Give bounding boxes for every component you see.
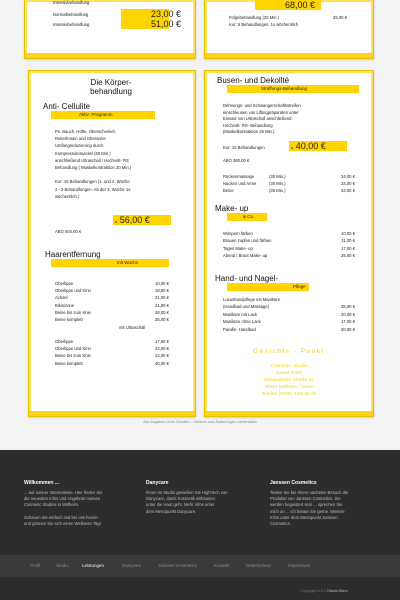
nav-item-kontakt[interactable]: Kontakt bbox=[214, 563, 230, 568]
price-row-time: (30 Min.) bbox=[269, 188, 286, 194]
price-row-label: Maniküre ohne Lack bbox=[223, 319, 261, 325]
stamp-line: Gesichts - Punkt bbox=[253, 348, 325, 355]
card-edge bbox=[29, 411, 195, 416]
description-line: Dehnungs- und Schwangerschaftsstreifen bbox=[223, 103, 301, 108]
section-title-hand: Hand- und Nagel- bbox=[215, 274, 279, 283]
stamp-line: Düsseldorfer Straße 24 bbox=[264, 378, 314, 383]
kur-price-value: 40,00 € bbox=[295, 141, 326, 151]
ultrasound-label: mit Ultraschall bbox=[119, 325, 146, 330]
price-row-value: 25,00 € bbox=[333, 15, 347, 20]
copyright bbox=[300, 589, 348, 595]
price-row-label: Beine bbox=[223, 188, 234, 194]
price-row-label: Oberlippe bbox=[55, 339, 74, 344]
price-card-top-left bbox=[24, 0, 196, 59]
nav-item-leistungen[interactable]: Leistungen bbox=[82, 563, 105, 568]
footer-text-line: mich an ... ich berate Sie gerne. Weitere bbox=[270, 508, 345, 514]
description-line: Kur: 10 Behandlungen (1. und 2. Woche bbox=[55, 179, 130, 185]
section-bar-label: mit Wachs bbox=[117, 260, 138, 265]
price-row-value: 40,00 € bbox=[155, 360, 169, 366]
abo-price: ABO 504,00 € bbox=[55, 229, 82, 234]
price-row-label: Wimpern färben bbox=[223, 231, 253, 236]
footer-text-line: Danycare, damit Kosmetik wirksamer bbox=[146, 496, 216, 502]
card-edge bbox=[205, 53, 373, 58]
disclaimer: Alle Angaben ohne Gewähr – Irrtümer und Änderungen vorbehalten bbox=[143, 420, 257, 424]
price-row-value: 17,00 € bbox=[341, 245, 355, 251]
price-row-label: Beine komplett bbox=[55, 317, 83, 322]
description-line: Umfangreduzierung durch bbox=[55, 143, 104, 149]
card-edge bbox=[25, 53, 195, 58]
footer-text-line: Cosmetic Studios in Mülheim. bbox=[24, 502, 80, 508]
description-line: anschließend Ultraschall / Hochvolt- RS bbox=[55, 157, 129, 163]
price-row-value: 35,00 € bbox=[155, 317, 169, 322]
price-row-value: 10,00 € bbox=[155, 281, 169, 286]
footer-nav bbox=[0, 555, 400, 577]
price-row-value: 11,00 € bbox=[341, 238, 355, 244]
footer-text-line: Infos unter dem Menüpunkt Janssen bbox=[270, 514, 338, 520]
price-row-value: 17,00 € bbox=[341, 319, 355, 325]
description-line: einschleusen von Liftingpräparaten unter bbox=[223, 109, 299, 115]
description-line: Hochvolt- RS- Behandlung bbox=[223, 122, 273, 128]
price-row-label: Beine bis zum Knie bbox=[55, 309, 91, 315]
abo-price: ABO 360,00 € bbox=[223, 158, 250, 163]
price-row-label: Parafin- Handbad bbox=[223, 326, 256, 332]
section-bar-label: & Co. bbox=[243, 214, 255, 219]
kur-label: Kur: 10 Behandlungen bbox=[223, 145, 265, 150]
nav-item-danycare[interactable]: Danycare bbox=[122, 563, 142, 568]
price-row-value: 21,00 € bbox=[155, 302, 169, 308]
price-row-label: Normalbehandlung bbox=[53, 12, 89, 17]
footer-title-danycare: Danycare bbox=[146, 480, 169, 486]
footer-text-line: ... auf meiner Internetseite. Hier finden Sie bbox=[24, 490, 103, 495]
section-bar bbox=[51, 259, 169, 267]
price-row-time: (30 Min.) bbox=[269, 174, 286, 179]
stamp-line: Gisela Rahn bbox=[275, 371, 303, 376]
price-row-label: Tages Make- up bbox=[223, 245, 253, 251]
description-line: (Muskelkontraktion 25 Min.) bbox=[223, 129, 275, 135]
body-treatment-card bbox=[28, 70, 196, 417]
section-bar-label: Straffungs-Behandlung bbox=[261, 86, 307, 91]
stamp-line: 45481 Mülheim / Saarn bbox=[264, 385, 314, 390]
price-row-label: Oberlippe bbox=[55, 281, 74, 286]
footer-text-line: Testen Sie bei Ihrem nächsten Besuch die bbox=[270, 490, 349, 495]
description-line: Kompressionswickel (60 Min.) bbox=[55, 150, 111, 156]
price-row-value: 17,00 € bbox=[155, 339, 169, 344]
price-row-value: 18,00 € bbox=[155, 288, 169, 294]
price-row-label: Intensivbehandlung bbox=[53, 22, 90, 27]
price-row-label: Abend / Braut Make- up bbox=[223, 253, 268, 259]
price-row-label: Oberlippe und Kinn bbox=[55, 288, 91, 294]
nav-item-studio[interactable]: Studio bbox=[56, 563, 69, 568]
card-title: Die Körper- behandlung bbox=[90, 78, 132, 96]
footer-text-line: Ihnen im Studio genießen Sie HighTech von bbox=[146, 490, 228, 495]
price-row-value: 34,00 € bbox=[341, 181, 355, 187]
footer-text-line: die neuesten Infos und Angebote meines bbox=[24, 496, 100, 502]
price-card-top-right bbox=[204, 0, 374, 59]
card-edge bbox=[205, 411, 373, 416]
nav-item-datenschutz[interactable]: Datenschutz bbox=[246, 563, 272, 568]
price-row-label: Luxushandpflege mit Maniküre bbox=[223, 297, 281, 302]
price-row-label: Brauen zupfen und färben bbox=[223, 238, 272, 244]
description-line: 2 - 3 Behandlungen. Ab der 3. Woche 1x bbox=[55, 186, 131, 192]
section-title-makeup: Make- up bbox=[215, 204, 249, 213]
price-row-value: 35,00 € bbox=[341, 304, 355, 310]
section-bar-label: Pflege bbox=[293, 284, 306, 289]
section-title-hair-removal: Haarentfernung bbox=[45, 250, 101, 259]
footer-text-line: Cosmetics. bbox=[270, 521, 291, 526]
section-bar-label: Aktiv- Programm bbox=[79, 112, 113, 117]
kur-price: a 40,00 € bbox=[291, 141, 326, 151]
price-value: 68,00 € bbox=[285, 0, 316, 10]
price-row-value: 34,00 € bbox=[341, 188, 355, 194]
footer-text-line: Schauen Sie einfach mal bei uns herein bbox=[24, 514, 98, 520]
footer-text-line: dem Menüpunkt Danycare. bbox=[146, 508, 197, 514]
nav-item-impressum[interactable]: Impressum bbox=[288, 563, 311, 568]
price-row-label: Folgebehandlung (20 Min.) bbox=[229, 15, 280, 20]
price-row-value: 26,00 € bbox=[155, 309, 169, 315]
description-line: Reiterhosen und Oberarme bbox=[55, 136, 106, 142]
price-row-label: Oberlippe und Kinn bbox=[55, 346, 91, 352]
price-row-label: Bikinizone bbox=[55, 302, 75, 308]
footer bbox=[0, 450, 400, 600]
price-row-value: 34,00 € bbox=[341, 174, 355, 179]
price-row-label: Achsel bbox=[55, 295, 68, 301]
decollete-card bbox=[204, 70, 374, 417]
price-row-label: (Handbad und Massage) bbox=[223, 304, 270, 310]
footer-text-line: und gönnen Sie sich einen Wellness-Tag! bbox=[24, 521, 101, 526]
kur-price-value: 56,00 € bbox=[119, 215, 150, 225]
price-row-value: 25,00 € bbox=[341, 253, 355, 259]
price-row-label: Kur: 6 Behandlungen, 1x wöchentlich bbox=[229, 22, 299, 27]
nav-item-profil[interactable]: Profil bbox=[30, 563, 41, 568]
copyright-text: Copyright 2013 bbox=[300, 589, 326, 593]
price-row-label: Beine bis zum Knie bbox=[55, 353, 91, 359]
footer-title-janssen: Janssen Cosmetics bbox=[270, 480, 317, 486]
stamp-line: Telefon (0208) 4 86 85 51 bbox=[261, 392, 317, 397]
price-row-label: Intensivbehandlung bbox=[53, 0, 90, 5]
section-title-anti-cellulite: Anti- Cellulite bbox=[43, 102, 91, 111]
price-row-label: Maniküre mit Lack bbox=[223, 311, 257, 317]
price-row-label: Nacken und Arme bbox=[223, 181, 257, 187]
price-row-label: Rückenmassage bbox=[223, 174, 255, 179]
price-value: 23,00 € bbox=[151, 9, 182, 19]
description-line: Behandlung ( Muskelkontraktion 30 Min.) bbox=[55, 165, 132, 170]
price-row-value: 22,00 € bbox=[155, 353, 169, 359]
price-row-value: 22,00 € bbox=[155, 346, 169, 352]
copyright-brand: Gisela Rahn bbox=[326, 589, 348, 593]
description-line: wöchentlich.) bbox=[55, 193, 80, 199]
price-row-value: 10,00 € bbox=[341, 231, 355, 236]
price-row-label: Beine komplett bbox=[55, 360, 83, 366]
footer-text-line: werden begeistert sein ... sprechen Sie bbox=[270, 502, 343, 508]
price-value: 51,00 € bbox=[151, 19, 182, 29]
footer-title-welcome: Willkommen ... bbox=[24, 480, 59, 486]
footer-text-line: unter die Haut geht. Mehr Infos unter bbox=[146, 502, 215, 508]
description-line: Einsatz von Ultraschall anschließend bbox=[223, 116, 292, 122]
price-row-value: 20,00 € bbox=[341, 311, 355, 317]
stamp-line: Cosmetic- Studio bbox=[270, 364, 308, 369]
price-row-value: 20,00 € bbox=[341, 326, 355, 332]
footer-text-line: Produkte von Janssen Cosmetics. Sie bbox=[270, 496, 341, 502]
description-line: Ps. Bauch, Hüfte, Oberschenkel, bbox=[55, 129, 116, 134]
price-row-time: (30 Min.) bbox=[269, 181, 286, 187]
kur-price: a 56,00 € bbox=[115, 215, 150, 225]
nav-item-janssen-cosmetics[interactable]: Janssen Cosmetics bbox=[158, 563, 198, 568]
card-title: Busen- und Dekollté bbox=[217, 76, 290, 85]
price-row-value: 21,00 € bbox=[155, 295, 169, 301]
